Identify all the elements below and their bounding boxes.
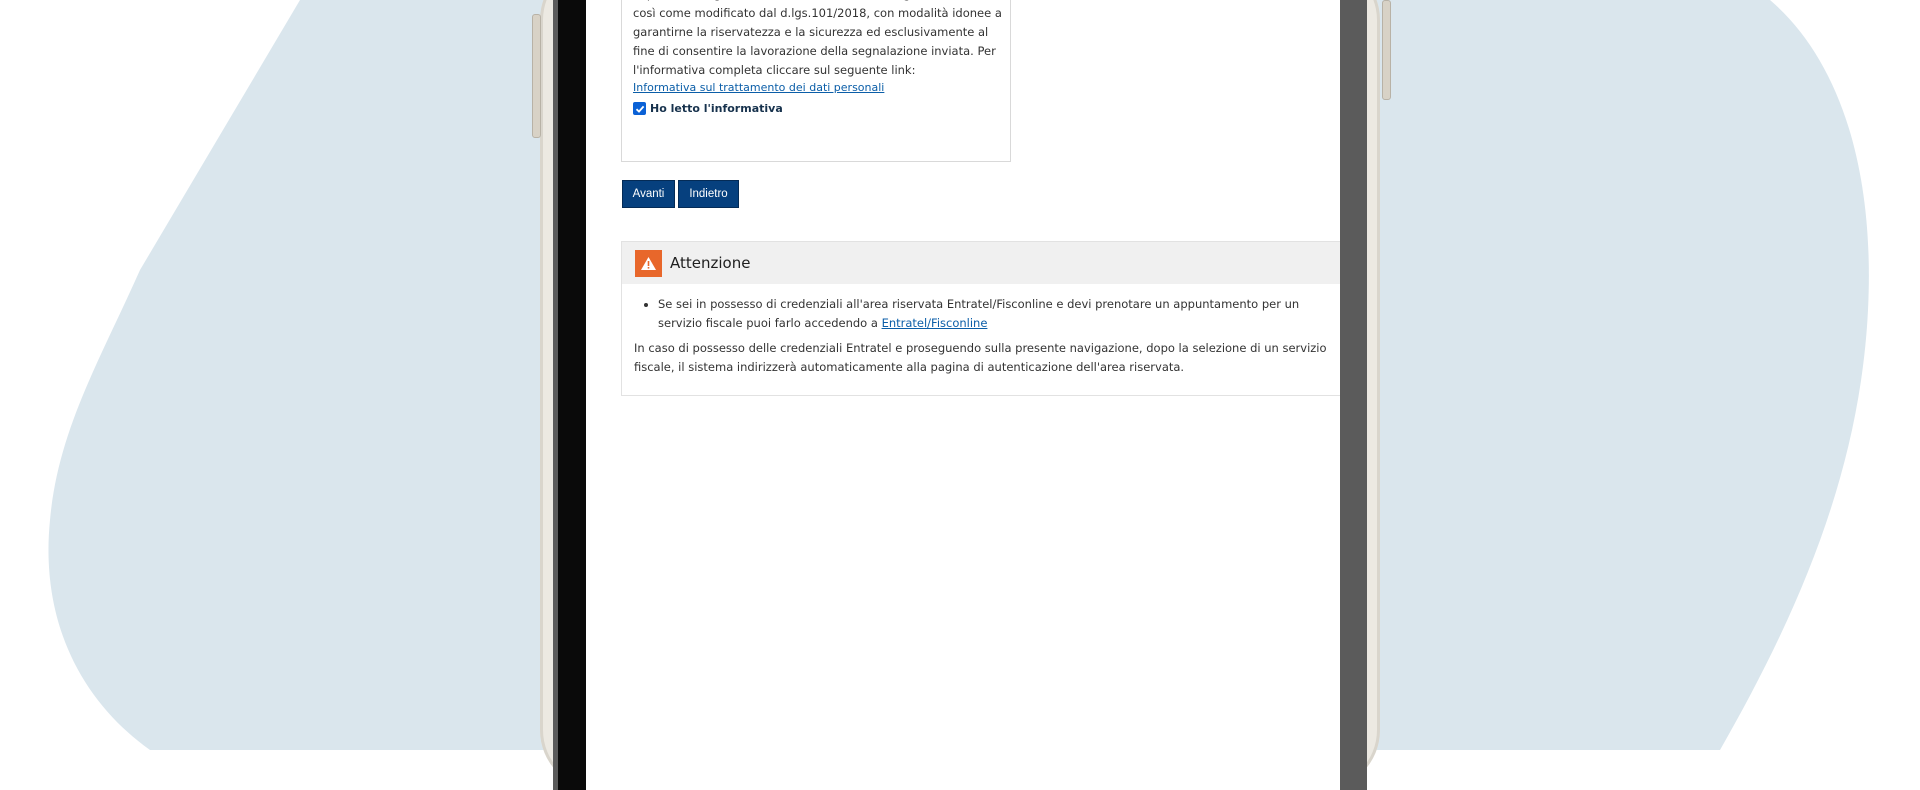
alert-list bbox=[634, 295, 1331, 333]
alert-header bbox=[622, 242, 1340, 284]
next-button[interactable]: Avanti bbox=[622, 180, 675, 208]
privacy-text: così come modificato dal d.lgs.101/2018, con modalità idonee a garantirne la riservatezza e la sicurezza ed esclusivamente al fine di consentire la lavorazione della segnalazione inviata. Per l'informativa completa cliccare sul seguente link: bbox=[633, 6, 1002, 77]
alert-paragraph: In caso di possesso delle credenziali Entratel e proseguendo sulla presente navigazione, dopo la selezione di un servizio fiscale, il sistema indirizzerà automaticamente alla pagina di autenticazione dell'area riservata. bbox=[634, 341, 1327, 374]
alert-list-item bbox=[658, 295, 1331, 333]
alert-body bbox=[622, 284, 1340, 377]
entratel-fisconline-link[interactable]: Entratel/Fisconline bbox=[881, 316, 988, 330]
checkmark-icon bbox=[635, 104, 645, 114]
attention-alert bbox=[621, 241, 1340, 396]
back-button[interactable]: Indietro bbox=[678, 180, 739, 208]
privacy-policy-link[interactable]: Informativa sul trattamento dei dati personali bbox=[633, 81, 885, 94]
alert-title: Attenzione bbox=[670, 254, 751, 272]
warning-triangle-icon bbox=[635, 250, 662, 277]
privacy-consent-checkbox-row[interactable] bbox=[633, 102, 1000, 115]
alert-bullet-text: Se sei in possesso di credenziali all'area riservata Entratel/Fisconline e devi prenotare un appuntamento per un servizio fiscale puoi farlo accedendo a bbox=[658, 297, 1300, 330]
privacy-info-box bbox=[621, 0, 1011, 162]
privacy-consent-label: Ho letto l'informativa bbox=[650, 102, 783, 115]
privacy-consent-checkbox[interactable] bbox=[633, 102, 646, 115]
phone-side-button-left[interactable] bbox=[532, 14, 541, 138]
phone-screen bbox=[586, 0, 1340, 790]
phone-side-button-right[interactable] bbox=[1382, 0, 1391, 100]
